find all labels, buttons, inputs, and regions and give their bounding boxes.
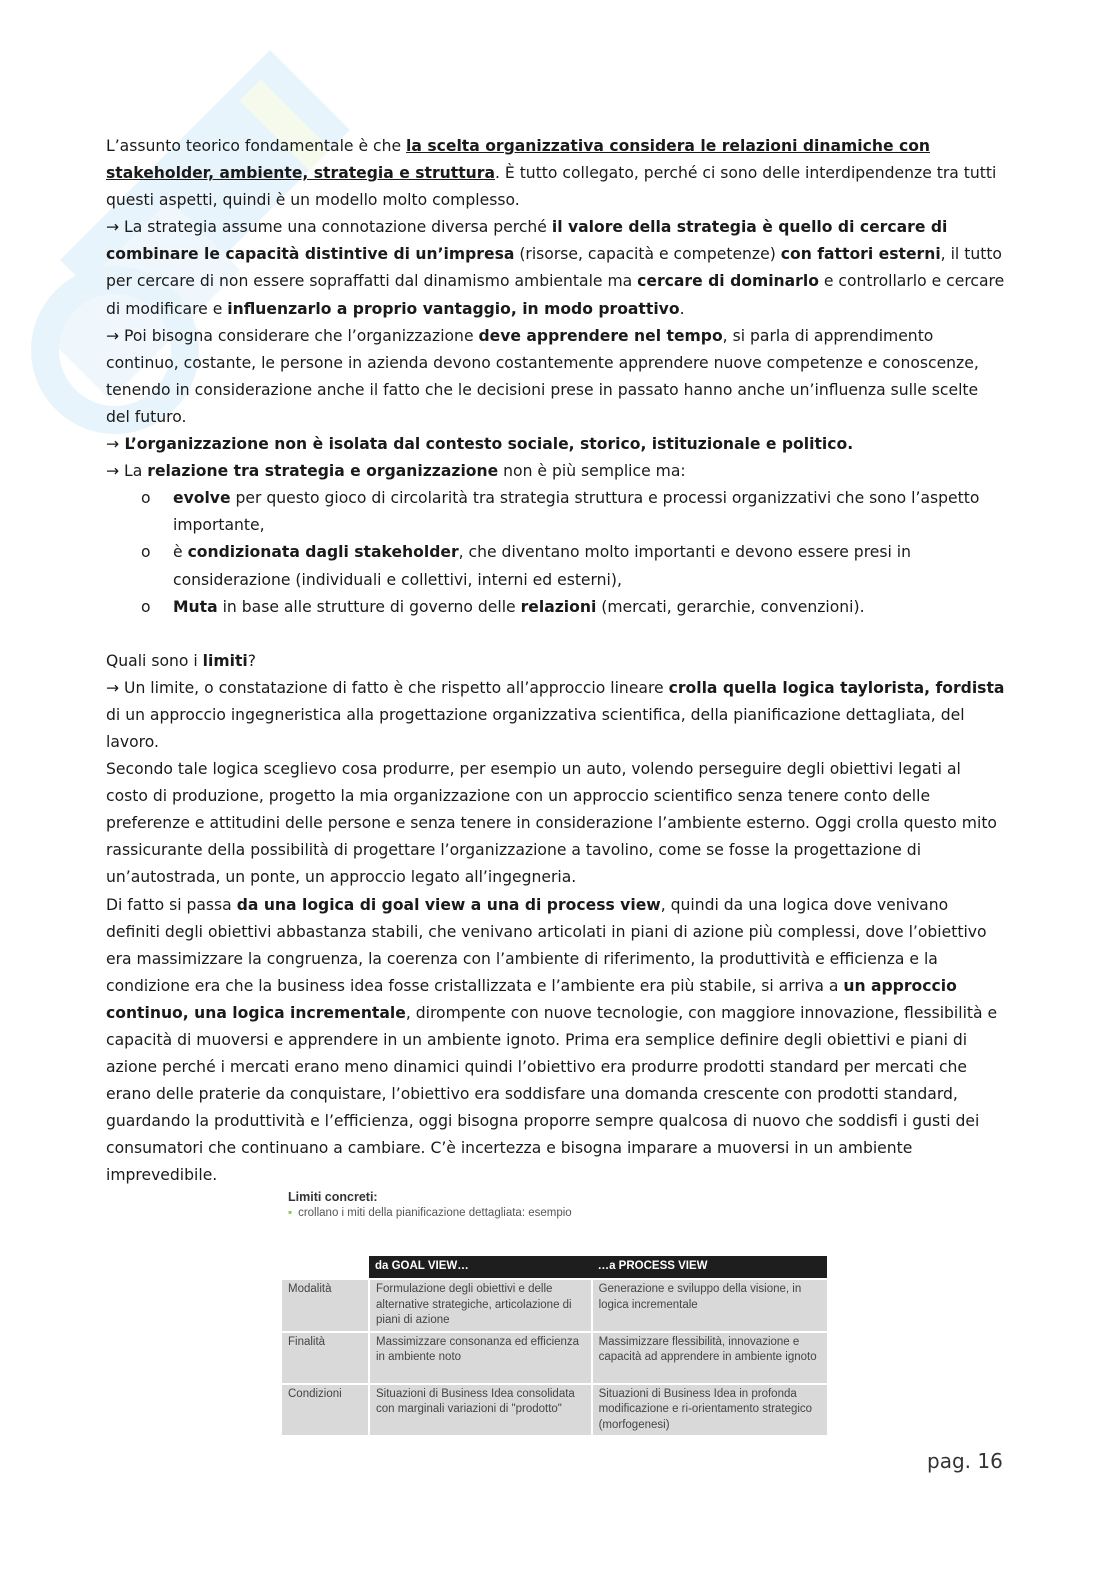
limiti-figure bbox=[282, 1190, 827, 1438]
page-number: pag. 16 bbox=[927, 1449, 1003, 1473]
paragraph-intro bbox=[106, 133, 1006, 214]
bold-text: condizionata dagli stakeholder bbox=[187, 543, 459, 562]
paragraph-apprendere bbox=[106, 323, 1006, 431]
bold-text: evolve bbox=[173, 489, 231, 508]
bold-text: relazione tra strategia e organizzazione bbox=[147, 462, 499, 481]
goal-cell: Massimizzare consonanza ed efficienza in ambiente noto bbox=[369, 1332, 592, 1384]
paragraph-limite bbox=[106, 675, 1006, 756]
bold-text: relazioni bbox=[520, 597, 597, 616]
text-span: , si parla di apprendimento continuo, costante, le persone in azienda devono costantemente apprendere nuove competenze e conoscenze, tenendo in considerazione anche il fatto che le decisioni prese in passato hanno anche un’influenza sulle scelte del futuro. bbox=[106, 326, 979, 426]
process-cell: Massimizzare flessibilità, innovazione e capacità ad apprendere in ambiente ignoto bbox=[592, 1332, 827, 1384]
table-header-blank bbox=[282, 1256, 369, 1279]
bold-text: un approccio continuo, una logica incrementale bbox=[106, 976, 957, 1022]
text-span: , che diventano molto importanti e devono essere presi in considerazione (individuali e collettivi, interni ed esterni), bbox=[173, 543, 911, 589]
table-row bbox=[282, 1279, 827, 1332]
bold-text: il valore della strategia è quello di cercare di combinare le capacità distintive di un’impresa bbox=[106, 218, 948, 264]
paragraph-goal-process bbox=[106, 892, 1006, 1190]
bold-text: influenzarlo a proprio vantaggio, in modo proattivo bbox=[227, 299, 680, 318]
arrow-icon: → bbox=[106, 218, 120, 237]
bullet-icon: o bbox=[141, 543, 151, 562]
goal-cell: Situazioni di Business Idea consolidata con marginali variazioni di "prodotto" bbox=[369, 1384, 592, 1436]
text-span: , quindi da una logica dove venivano definiti degli obiettivi abbastanza stabili, che venivano articolati in piani di azione più complessi, dove l’obiettivo era massimizzare la congruenza, la coerenza con l’ambiente di riferimento, la produttività e efficienza e la condizione era che la business idea fosse cristallizzata e l’ambiente era più stabile, si arriva a bbox=[106, 895, 987, 995]
bullet-icon: o bbox=[141, 597, 151, 616]
table-header-goal: da GOAL VIEW… bbox=[369, 1256, 592, 1279]
bold-text: con fattori esterni bbox=[780, 245, 941, 264]
table-row bbox=[282, 1384, 827, 1436]
text-span: non è più semplice ma: bbox=[498, 462, 686, 481]
table-row bbox=[282, 1332, 827, 1384]
paragraph-contesto bbox=[106, 431, 1006, 458]
process-cell: Generazione e sviluppo della visione, in logica incrementale bbox=[592, 1279, 827, 1332]
text-span: La strategia assume una connotazione diversa perché bbox=[119, 218, 552, 237]
text-span: . bbox=[679, 299, 685, 318]
text-span: , il tutto per cercare di non essere sopraffatti dal dinamismo ambientale ma bbox=[106, 245, 1002, 291]
text-span: ? bbox=[247, 651, 257, 670]
figure-title: Limiti concreti: bbox=[288, 1190, 378, 1204]
text-span: (mercati, gerarchie, convenzioni). bbox=[596, 597, 865, 616]
text-span: è bbox=[173, 543, 188, 562]
text-span: . È tutto collegato, perché ci sono delle interdipendenze tra tutti questi aspetti, quindi è un modello molto complesso. bbox=[106, 164, 997, 210]
paragraph-logica: Secondo tale logica sceglievo cosa produrre, per esempio un auto, volendo perseguire degli obiettivi legati al costo di produzione, progetto la mia organizzazione con un approccio scientifico senza tenere conto delle preferenze e attitudini delle persone e senza tenere in considerazione l’ambiente esterno. Oggi crolla questo mito rassicurante della possibilità di progettare l’organizzazione a tavolino, come se fosse la progettazione di un’autostrada, un ponte, un approccio legato all’ingegneria. bbox=[106, 760, 997, 887]
arrow-icon: → bbox=[106, 678, 120, 697]
underlined-bold-text: la scelta organizzativa considera le relazioni dinamiche con stakeholder, ambiente, strategia e struttura bbox=[106, 137, 931, 183]
text-span: , dirompente con nuove tecnologie, con maggiore innovazione, flessibilità e capacità di muoversi e apprendere in un ambiente ignoto. Prima era semplice definire degli obiettivi e piani di azione perché i mercati erano meno dinamici quindi l’obiettivo era produrre prodotti standard per mercati che erano delle praterie da conquistare, l’obiettivo era soddisfare una domanda crescente con prodotti standard, guardando la produttività e l’efficienza, oggi bisogna proporre sempre qualcosa di nuovo che soddisfi i gusti dei consumatori che continuano a cambiare. C’è incertezza e bisogna imparare a muoversi in un ambiente imprevedibile. bbox=[106, 1003, 998, 1185]
arrow-icon: → bbox=[106, 435, 120, 454]
row-label: Condizioni bbox=[282, 1384, 369, 1436]
bold-text: L’organizzazione non è isolata dal contesto sociale, storico, istituzionale e politico. bbox=[119, 435, 854, 454]
text-span: Un limite, o constatazione di fatto è che rispetto all’approccio lineare bbox=[119, 678, 669, 697]
text-span: e controllarlo e cercare di modificare e bbox=[106, 272, 1005, 318]
bold-text: cercare di dominarlo bbox=[637, 272, 819, 291]
square-bullet-icon: ▪ bbox=[288, 1207, 293, 1219]
document-body bbox=[106, 133, 1006, 1190]
text-span: di un approccio ingegneristica alla progettazione organizzativa scientifica, della pianificazione dettagliata, del lavoro. bbox=[106, 705, 965, 751]
goal-cell: Formulazione degli obiettivi e delle alternative strategiche, articolazione di piani di azione bbox=[369, 1279, 592, 1332]
bold-text: deve apprendere nel tempo bbox=[478, 326, 723, 345]
bold-text: limiti bbox=[202, 651, 248, 670]
bold-text: Muta bbox=[173, 597, 218, 616]
bullet-icon: o bbox=[141, 489, 151, 508]
goal-process-table bbox=[282, 1256, 827, 1435]
paragraph-relazione bbox=[106, 458, 1006, 485]
text-span: in base alle strutture di governo delle bbox=[217, 597, 521, 616]
process-cell: Situazioni di Business Idea in profonda modificazione e ri-orientamento strategico (morfogenesi) bbox=[592, 1384, 827, 1436]
row-label: Finalità bbox=[282, 1332, 369, 1384]
text-span: Di fatto si passa bbox=[106, 895, 237, 914]
arrow-icon: → bbox=[106, 462, 120, 481]
figure-bullet bbox=[288, 1207, 827, 1219]
text-span: Quali sono i bbox=[106, 651, 203, 670]
text-span: Poi bisogna considerare che l’organizzazione bbox=[119, 326, 479, 345]
row-label: Modalità bbox=[282, 1279, 369, 1332]
arrow-icon: → bbox=[106, 326, 120, 345]
table-header-process: …a PROCESS VIEW bbox=[592, 1256, 827, 1279]
table-header-row bbox=[282, 1256, 827, 1279]
figure-bullet-text: crollano i miti della pianificazione dettagliata: esempio bbox=[298, 1207, 572, 1219]
paragraph-strategia bbox=[106, 214, 1006, 322]
text-span: La bbox=[119, 462, 148, 481]
spacer bbox=[106, 621, 1006, 648]
text-span: (risorse, capacità e competenze) bbox=[514, 245, 781, 264]
bold-text: crolla quella logica taylorista, fordista bbox=[668, 678, 1005, 697]
paragraph-limiti-question bbox=[106, 648, 1006, 675]
bold-text: da una logica di goal view a una di process view bbox=[236, 895, 661, 914]
list-item bbox=[141, 539, 1006, 593]
list-item bbox=[141, 594, 1006, 621]
text-span: L’assunto teorico fondamentale è che bbox=[106, 137, 407, 155]
list-item bbox=[141, 485, 1006, 539]
text-span: per questo gioco di circolarità tra strategia struttura e processi organizzativi che sono l’aspetto importante, bbox=[173, 489, 980, 535]
relazione-list bbox=[106, 485, 1006, 620]
